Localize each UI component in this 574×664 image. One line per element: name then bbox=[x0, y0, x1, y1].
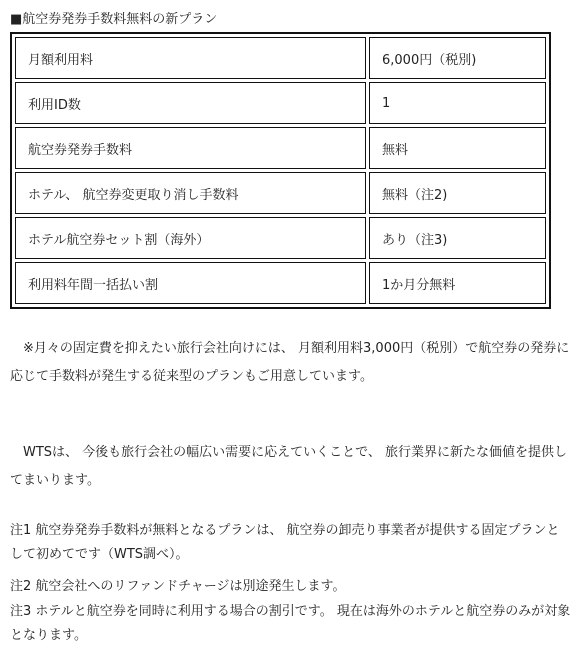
note-1: 注1 航空券発券手数料が無料となるプランは、 航空券の卸売り事業者が提供する固定プランとして初めてです（WTS調べ）。 bbox=[10, 523, 560, 562]
section-heading: ■航空券発券手数料無料の新プラン bbox=[10, 12, 218, 27]
wts-statement-paragraph: WTSは、 今後も旅行会社の幅広い需要に応えていくことで、 旅行業界に新たな価値を提供してまいります。 bbox=[10, 445, 568, 488]
plan-table bbox=[10, 32, 551, 309]
table-row bbox=[15, 127, 546, 169]
table-row bbox=[15, 82, 546, 124]
table-row bbox=[15, 262, 546, 304]
note-2: 注2 航空会社へのリファンドチャージは別途発生します。 bbox=[10, 579, 346, 594]
table-row bbox=[15, 172, 546, 214]
row-value: 無料（注2) bbox=[369, 172, 546, 214]
row-label: 航空券発券手数料 bbox=[15, 127, 366, 169]
row-value: 1 bbox=[369, 82, 546, 124]
row-label: 利用料年間一括払い割 bbox=[15, 262, 366, 304]
note-3: 注3 ホテルと航空券を同時に利用する場合の割引です。 現在は海外のホテルと航空券のみが対象となります。 bbox=[10, 604, 571, 643]
row-value: あり（注3) bbox=[369, 217, 546, 259]
row-label: ホテル航空券セット割（海外） bbox=[15, 217, 366, 259]
table-row bbox=[15, 37, 546, 79]
row-label: 月額利用料 bbox=[15, 37, 366, 79]
row-value: 6,000円（税別) bbox=[369, 37, 546, 79]
fee-note-paragraph: ※月々の固定費を抑えたい旅行会社向けには、 月額利用料3,000円（税別）で航空券の発券に応じて手数料が発生する従来型のプランもご用意しています。 bbox=[10, 341, 570, 384]
row-label: ホテル、 航空券変更取り消し手数料 bbox=[15, 172, 366, 214]
row-value: 1か月分無料 bbox=[369, 262, 546, 304]
row-value: 無料 bbox=[369, 127, 546, 169]
row-label: 利用ID数 bbox=[15, 82, 366, 124]
table-row bbox=[15, 217, 546, 259]
